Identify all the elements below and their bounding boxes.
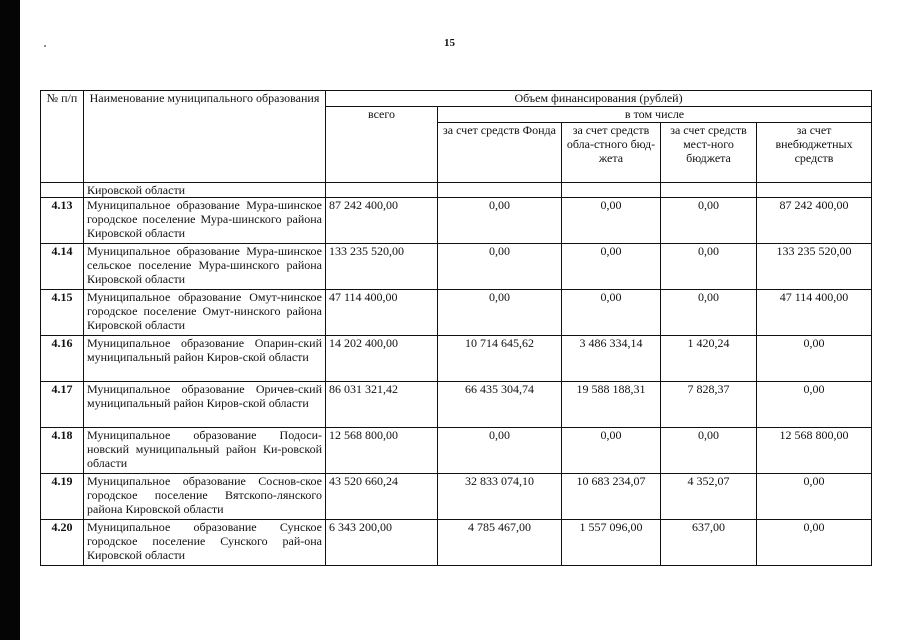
amount-regional: 0,00 — [562, 428, 661, 474]
amount-total: 14 202 400,00 — [326, 336, 438, 382]
amount-extra: 87 242 400,00 — [757, 198, 872, 244]
municipality-name: Муниципальное образование Опарин-ский муниципальный район Киров-ской области — [84, 336, 326, 382]
table-row — [41, 474, 872, 520]
amount-total: 12 568 800,00 — [326, 428, 438, 474]
amount-extra: 0,00 — [757, 520, 872, 566]
table-row — [41, 382, 872, 428]
header-including: в том числе — [438, 107, 872, 123]
amount-total: 86 031 321,42 — [326, 382, 438, 428]
row-number: 4.17 — [41, 382, 84, 428]
continuation-num — [41, 183, 84, 198]
header-local: за счет средств мест-ного бюджета — [661, 123, 757, 183]
amount-regional: 0,00 — [562, 198, 661, 244]
table-row — [41, 244, 872, 290]
header-num: № п/п — [41, 91, 84, 183]
amount-total: 87 242 400,00 — [326, 198, 438, 244]
amount-extra: 0,00 — [757, 336, 872, 382]
table-row — [41, 428, 872, 474]
amount-extra: 0,00 — [757, 474, 872, 520]
amount-local: 0,00 — [661, 290, 757, 336]
amount-local: 0,00 — [661, 244, 757, 290]
municipality-name: Муниципальное образование Оричев-ский муниципальный район Киров-ской области — [84, 382, 326, 428]
header-extra: за счет внебюджетных средств — [757, 123, 872, 183]
continuation-text: Кировской области — [84, 183, 326, 198]
amount-fund: 32 833 074,10 — [438, 474, 562, 520]
amount-fund: 0,00 — [438, 428, 562, 474]
amount-extra: 12 568 800,00 — [757, 428, 872, 474]
amount-extra: 0,00 — [757, 382, 872, 428]
header-total: всего — [326, 107, 438, 183]
row-number: 4.19 — [41, 474, 84, 520]
municipality-name: Муниципальное образование Мура-шинское сельское поселение Мура-шинского района Кировской области — [84, 244, 326, 290]
scan-edge-bar — [0, 0, 20, 640]
amount-local: 7 828,37 — [661, 382, 757, 428]
amount-fund: 0,00 — [438, 244, 562, 290]
amount-extra: 47 114 400,00 — [757, 290, 872, 336]
municipality-name: Муниципальное образование Подоси-новский муниципальный район Ки-ровской области — [84, 428, 326, 474]
financing-table — [40, 90, 872, 566]
municipality-name: Муниципальное образование Сунское городское поселение Сунского рай-она Кировской области — [84, 520, 326, 566]
amount-regional: 0,00 — [562, 244, 661, 290]
row-number: 4.20 — [41, 520, 84, 566]
row-number: 4.13 — [41, 198, 84, 244]
scan-speck — [44, 45, 46, 47]
amount-total: 6 343 200,00 — [326, 520, 438, 566]
table-body — [41, 183, 872, 566]
row-number: 4.18 — [41, 428, 84, 474]
amount-local: 0,00 — [661, 428, 757, 474]
amount-total: 43 520 660,24 — [326, 474, 438, 520]
amount-local: 637,00 — [661, 520, 757, 566]
header-funding: Объем финансирования (рублей) — [326, 91, 872, 107]
amount-fund: 0,00 — [438, 198, 562, 244]
amount-regional: 0,00 — [562, 290, 661, 336]
amount-fund: 66 435 304,74 — [438, 382, 562, 428]
amount-regional: 19 588 188,31 — [562, 382, 661, 428]
table-row — [41, 198, 872, 244]
row-number: 4.15 — [41, 290, 84, 336]
amount-total: 47 114 400,00 — [326, 290, 438, 336]
amount-local: 4 352,07 — [661, 474, 757, 520]
table-row — [41, 290, 872, 336]
header-name: Наименование муниципального образования — [84, 91, 326, 183]
municipality-name: Муниципальное образование Мура-шинское городское поселение Мура-шинского района Кировской области — [84, 198, 326, 244]
municipality-name: Муниципальное образование Омут-нинское городское поселение Омут-нинского района Кировской области — [84, 290, 326, 336]
continuation-row — [41, 183, 872, 198]
amount-extra: 133 235 520,00 — [757, 244, 872, 290]
amount-regional: 1 557 096,00 — [562, 520, 661, 566]
amount-local: 0,00 — [661, 198, 757, 244]
amount-regional: 3 486 334,14 — [562, 336, 661, 382]
header-fund: за счет средств Фонда — [438, 123, 562, 183]
header-regional: за счет средств обла-стного бюд-жета — [562, 123, 661, 183]
municipality-name: Муниципальное образование Соснов-ское городское поселение Вятскопо-лянского района Кировской области — [84, 474, 326, 520]
row-number: 4.16 — [41, 336, 84, 382]
row-number: 4.14 — [41, 244, 84, 290]
amount-fund: 10 714 645,62 — [438, 336, 562, 382]
amount-local: 1 420,24 — [661, 336, 757, 382]
table-row — [41, 520, 872, 566]
amount-fund: 4 785 467,00 — [438, 520, 562, 566]
amount-fund: 0,00 — [438, 290, 562, 336]
page-number: 15 — [444, 37, 455, 49]
table-row — [41, 336, 872, 382]
amount-regional: 10 683 234,07 — [562, 474, 661, 520]
amount-total: 133 235 520,00 — [326, 244, 438, 290]
